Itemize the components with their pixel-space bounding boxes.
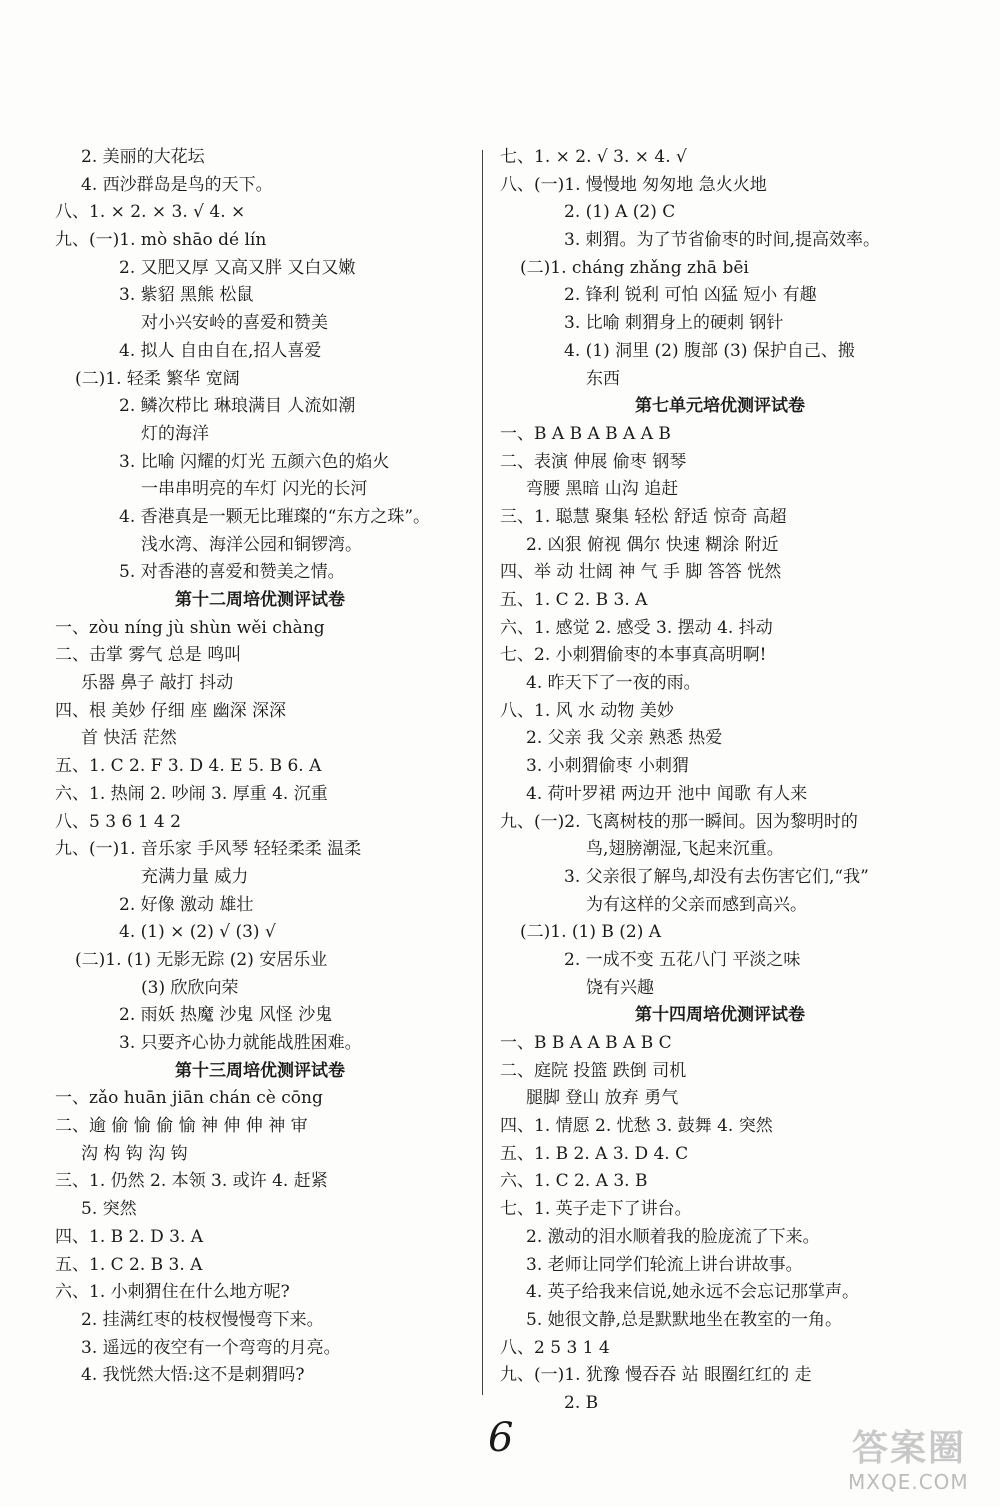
answer-line: 九、(一)1. 犹豫 慢吞吞 站 眼圈红红的 走 (500, 1365, 812, 1386)
answer-line: 八、1. 风 水 动物 美妙 (500, 700, 674, 721)
answer-line: (二)1. cháng zhǎng zhā bēi (520, 257, 749, 278)
answer-line: 九、(一)2. 飞离树枝的那一瞬间。因为黎明时的 (500, 811, 858, 832)
answer-line: 饶有兴趣 (586, 977, 654, 998)
answer-line: 六、1. 小刺猬住在什么地方呢? (55, 1282, 290, 1303)
answer-line: 八、(一)1. 慢慢地 匆匆地 急火火地 (500, 174, 767, 195)
answer-line: 一、B A B A B A A B (500, 423, 671, 444)
answer-line: 一串串明亮的车灯 闪光的长河 (141, 479, 368, 500)
answer-line: 乐器 鼻子 敲打 抖动 (81, 673, 234, 694)
answer-line: (3) 欣欣向荣 (141, 977, 239, 998)
answer-line: 二、表演 伸展 偷枣 钢琴 (500, 451, 687, 472)
answer-line: 鸟,翅膀潮湿,飞起来沉重。 (586, 839, 784, 860)
answer-line: 四、1. B 2. D 3. A (55, 1226, 204, 1247)
answer-line: 4. 拟人 自由自在,招人喜爱 (119, 340, 322, 361)
answer-line: 八、1. × 2. × 3. √ 4. × (55, 202, 246, 223)
answer-line: 三、1. 仍然 2. 本领 3. 或许 4. 赶紧 (55, 1171, 328, 1192)
answer-line: (二)1. (1) 无影无踪 (2) 安居乐业 (75, 949, 328, 970)
answer-line: 3. 老师让同学们轮流上讲台讲故事。 (526, 1254, 803, 1275)
answer-line: 二、击掌 雾气 总是 鸣叫 (55, 645, 242, 666)
page-number: 6 (488, 1415, 514, 1461)
answer-line: 四、举 动 壮阔 神 气 手 脚 答答 恍然 (500, 562, 782, 583)
answer-line: 4. 西沙群岛是鸟的天下。 (81, 174, 273, 195)
answer-line: 七、1. 英子走下了讲台。 (500, 1199, 692, 1220)
answer-line: 一、B B A A B A B C (500, 1033, 672, 1053)
answer-line: 四、1. 情愿 2. 忧愁 3. 鼓舞 4. 突然 (500, 1116, 773, 1137)
answer-line: 沟 构 钩 沟 钩 (81, 1143, 188, 1164)
answer-line: 3. 遥远的夜空有一个弯弯的月亮。 (81, 1337, 341, 1358)
answer-line: 2. 美丽的大花坛 (81, 147, 205, 167)
answer-line: 2. 又肥又厚 又高又胖 又白又嫩 (119, 257, 356, 278)
answer-line: 4. 荷叶罗裙 两边开 池中 闻歌 有人来 (526, 783, 808, 804)
answer-line: 弯腰 黑暗 山沟 追赶 (526, 479, 679, 500)
answer-line: 五、1. C 2. B 3. A (500, 590, 648, 610)
answer-line: 七、1. × 2. √ 3. × 4. √ (500, 147, 687, 167)
answer-line: 2. 父亲 我 父亲 熟悉 热爱 (526, 728, 723, 749)
answer-line: (二)1. (1) B (2) A (520, 922, 662, 943)
left-answer-column (55, 144, 465, 1390)
answer-line: 五、1. C 2. F 3. D 4. E 5. B 6. A (55, 756, 322, 777)
answer-line: 5. 突然 (81, 1199, 137, 1220)
answer-line: 八、5 3 6 1 4 2 (55, 811, 181, 832)
answer-line: 3. 父亲很了解鸟,却没有去伤害它们,“我” (564, 866, 869, 887)
answer-line: 九、(一)1. 音乐家 手风琴 轻轻柔柔 温柔 (55, 839, 362, 860)
answer-line: 充满力量 威力 (141, 866, 249, 887)
column-divider (482, 150, 483, 1395)
answer-line: 2. (1) A (2) C (564, 202, 676, 223)
answer-line: 2. 好像 激动 雄壮 (119, 894, 254, 915)
answer-line: 4. 我恍然大悟:这不是刺猬吗? (81, 1365, 305, 1386)
answer-line: (二)1. 轻柔 繁华 宽阔 (75, 368, 240, 389)
answer-line: 4. 英子给我来信说,她永远不会忘记那掌声。 (526, 1282, 860, 1303)
answer-line: 对小兴安岭的喜爱和赞美 (141, 313, 328, 334)
answer-line: 浅水湾、海洋公园和铜锣湾。 (141, 534, 362, 555)
answer-line: 4. (1) × (2) √ (3) √ (119, 922, 276, 943)
answer-line: 八、2 5 3 1 4 (500, 1337, 610, 1358)
section-heading: 第十四周培优测评试卷 (635, 1005, 805, 1026)
watermark-url: MXQE.COM (848, 1470, 969, 1494)
answer-line: 5. 她很文静,总是默默地坐在教室的一角。 (526, 1309, 843, 1330)
answer-line: 一、zòu níng jù shùn wěi chàng (55, 617, 325, 638)
answer-line: 二、庭院 投篮 跌倒 司机 (500, 1060, 687, 1081)
answer-line: 3. 比喻 刺猬身上的硬刺 钢针 (564, 313, 784, 334)
answer-line: 腿脚 登山 放弃 勇气 (526, 1088, 679, 1109)
answer-line: 五、1. C 2. B 3. A (55, 1254, 203, 1275)
answer-line: 3. 小刺猬偷枣 小刺猬 (526, 756, 690, 777)
answer-line: 3. 只要齐心协力就能战胜困难。 (119, 1033, 362, 1053)
answer-line: 2. 一成不变 五花八门 平淡之味 (564, 949, 801, 970)
answer-line: 灯的海洋 (141, 423, 209, 444)
answer-line: 二、逾 偷 愉 偷 愉 神 伸 伸 神 审 (55, 1116, 308, 1137)
answer-line: 六、1. C 2. A 3. B (500, 1171, 648, 1192)
watermark-text: 答案圈 (852, 1428, 967, 1469)
answer-line: 七、2. 小刺猬偷枣的本事真高明啊! (500, 645, 767, 666)
answer-line: 三、1. 聪慧 聚集 轻松 舒适 惊奇 高超 (500, 506, 787, 527)
answer-line: 2. 锋利 锐利 可怕 凶猛 短小 有趣 (564, 285, 817, 306)
watermark-logo (838, 1420, 988, 1500)
answer-line: 2. 激动的泪水顺着我的脸庞流了下来。 (526, 1226, 820, 1247)
answer-line: 3. 刺猬。为了节省偷枣的时间,提高效率。 (564, 230, 881, 251)
answer-line: 3. 比喻 闪耀的灯光 五颜六色的焰火 (119, 451, 390, 472)
answer-line: 六、1. 感觉 2. 感受 3. 摆动 4. 抖动 (500, 617, 773, 638)
answer-line: 首 快活 茫然 (81, 728, 177, 749)
answer-line: 一、zǎo huān jiān chán cè cōng (55, 1088, 323, 1109)
answer-line: 4. 香港真是一颗无比璀璨的“东方之珠”。 (119, 506, 431, 527)
right-answer-column (500, 144, 940, 1418)
answer-line: 四、根 美妙 仔细 座 幽深 深深 (55, 700, 287, 721)
answer-line: 六、1. 热闹 2. 吵闹 3. 厚重 4. 沉重 (55, 783, 328, 804)
answer-line: 2. 挂满红枣的枝杈慢慢弯下来。 (81, 1309, 324, 1330)
answer-line: 3. 紫貂 黑熊 松鼠 (119, 285, 254, 306)
answer-line: 为有这样的父亲而感到高兴。 (586, 894, 807, 915)
answer-line: 4. (1) 洞里 (2) 腹部 (3) 保护自己、搬 (564, 340, 855, 361)
section-heading: 第十二周培优测评试卷 (175, 590, 345, 610)
answer-line: 2. 凶狠 俯视 偶尔 快速 糊涂 附近 (526, 534, 779, 555)
section-heading: 第七单元培优测评试卷 (635, 396, 805, 417)
answer-line: 4. 昨天下了一夜的雨。 (526, 673, 701, 694)
answer-line: 2. 鳞次栉比 琳琅满目 人流如潮 (119, 396, 356, 417)
answer-line: 东西 (586, 368, 620, 389)
answer-line: 2. B (564, 1392, 599, 1413)
answer-line: 5. 对香港的喜爱和赞美之情。 (119, 562, 345, 583)
answer-line: 2. 雨妖 热魔 沙鬼 风怪 沙鬼 (119, 1005, 333, 1026)
section-heading: 第十三周培优测评试卷 (175, 1060, 345, 1081)
answer-line: 九、(一)1. mò shāo dé lín (55, 230, 267, 251)
answer-line: 五、1. B 2. A 3. D 4. C (500, 1143, 689, 1164)
